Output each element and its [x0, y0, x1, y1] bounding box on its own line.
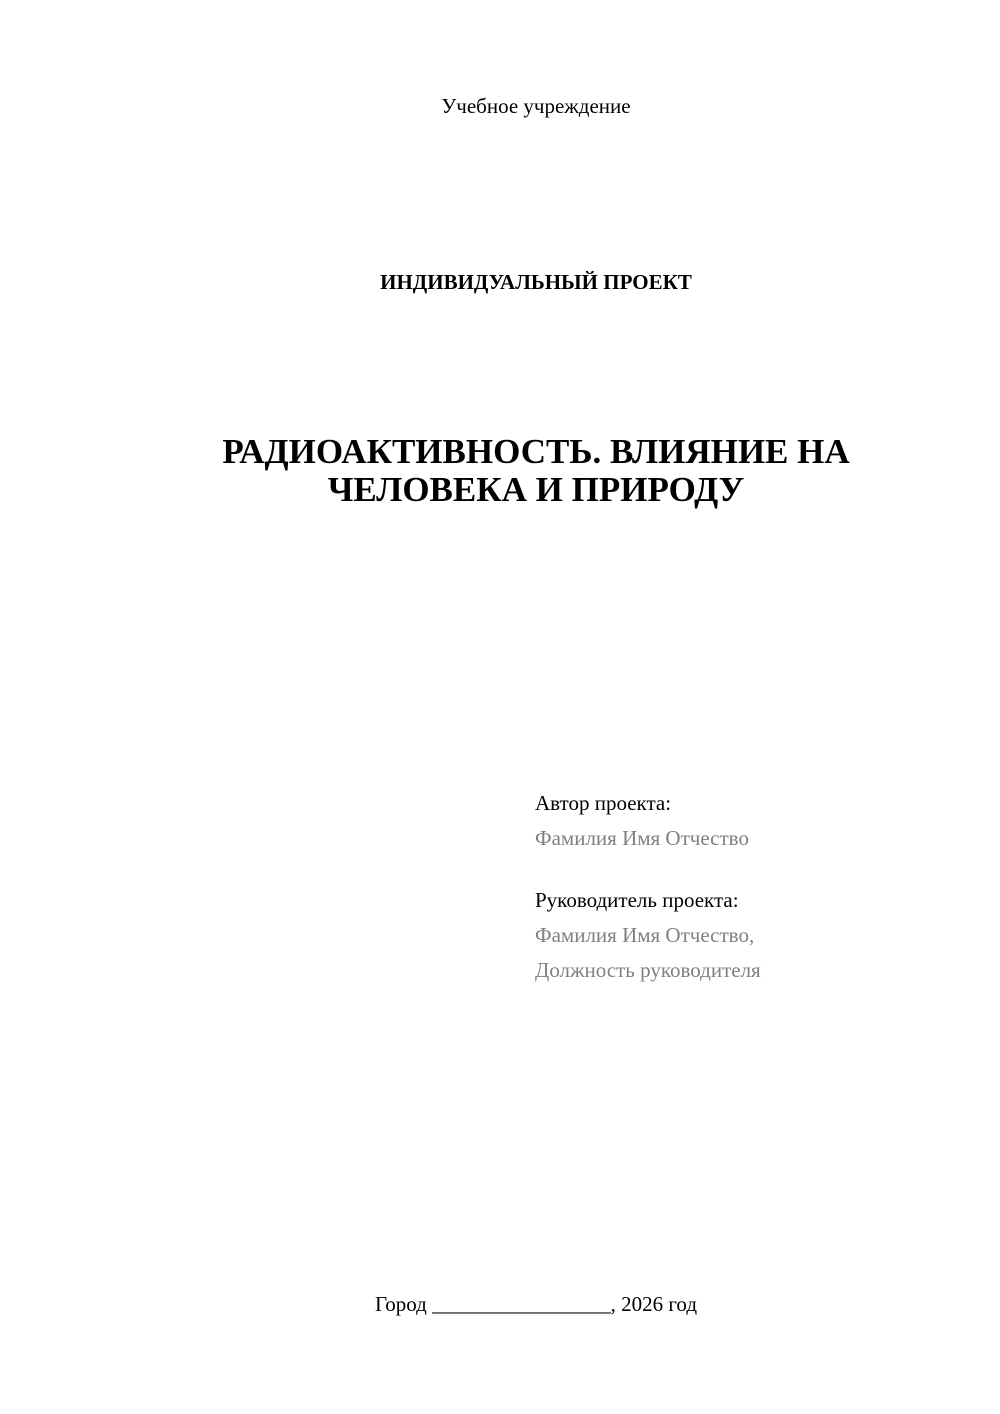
project-title: [150, 433, 922, 509]
project-title-line-1: РАДИОАКТИВНОСТЬ. ВЛИЯНИЕ НА: [222, 432, 850, 471]
document-type: ИНДИВИДУАЛЬНЫЙ ПРОЕКТ: [380, 270, 692, 294]
supervisor-label: Руководитель проекта:: [535, 888, 739, 912]
city-year-footer: Город _________________, 2026 год: [374, 1292, 698, 1316]
supervisor-name: Фамилия Имя Отчество,: [535, 923, 755, 947]
credits-block: [535, 786, 955, 988]
institution-name: Учебное учреждение: [441, 94, 631, 118]
supervisor-position: Должность руководителя: [535, 958, 761, 982]
author-name: Фамилия Имя Отчество: [535, 826, 749, 850]
credits-spacer: [535, 856, 955, 883]
project-title-line-2: ЧЕЛОВЕКА И ПРИРОДУ: [327, 470, 745, 509]
author-label: Автор проекта:: [535, 791, 672, 815]
